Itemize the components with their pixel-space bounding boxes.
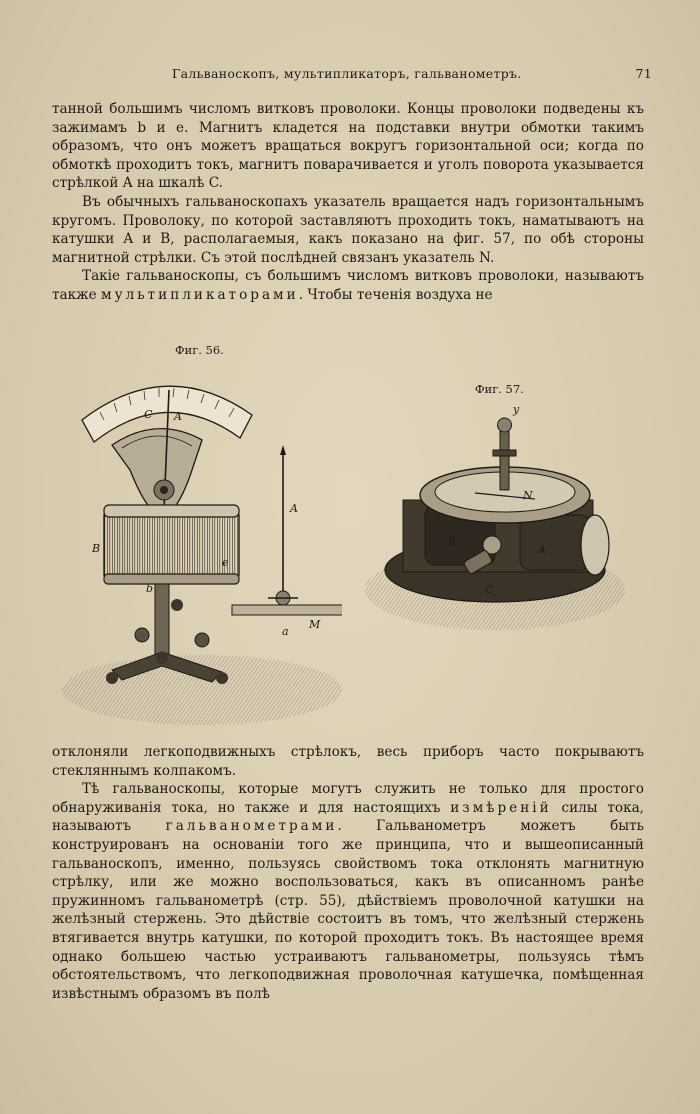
fig56-coil [104,510,239,580]
text-run: отклоняли легкоподвижныхъ стрѣлокъ, весь приборъ часто покрываютъ стекляннымъ колпакомъ. [52,744,644,779]
text-run: . Гальванометръ можетъ быть конструированъ на основаніи того же принципа, что и вышеописанный гальваноскопъ, именно, пользуясь свойствомъ тока отклонять магнитную стрѣлку, или же можно воспользоваться, какъ въ описанномъ ранѣе пружинномъ гальванометрѣ (стр. 55), дѣйствіемъ проволочной катушки на желѣзный стержень. Это дѣйствіе состоитъ въ томъ, что желѣзный стержень втягивается внутрь катушки, по которой проходитъ токъ. Въ настоящее время однако большею частью устраиваютъ гальванометры, пользуясь тѣмъ обстоятельствомъ, что легкоподвижная проволочная катушечка, помѣщенная извѣстнымъ образомъ въ полѣ [52,818,645,1002]
fig57-label-a: A [538,543,546,556]
text-run: Въ обычныхъ гальваноскопахъ указатель вращается надъ горизонтальнымъ кругомъ. Проволоку, по которой заставляютъ проходить токъ, наматываютъ на катушки A и B, располагаемыя, какъ показано на фиг. 57, по обѣ стороны магнитной стрѣлки. Съ этой послѣдней связанъ указатель N. [52,193,644,266]
figure-56-illustration [52,360,342,730]
fig57-coil-a [520,515,590,570]
text-run: силы тока, называютъ [52,799,644,835]
text-run: Такіе гальваноскопы, съ большимъ числомъ витковъ проволоки, называютъ также [52,268,644,303]
text-block-bottom [52,743,644,1003]
text-run: . Чтобы теченія воздуха не [298,286,493,303]
fig56-label-a: A [174,410,182,423]
figure-57-illustration [345,395,635,645]
fig56-label-b-small: b [146,582,154,595]
page-number: 71 [635,66,652,81]
text-run: Тѣ гальваноскопы, которые могутъ служить не только для простого обнаруживанія тока, но также и для настоящихъ [52,781,644,816]
fig56-label-alpha: a [282,625,289,638]
paragraph [52,100,644,193]
fig56-stem [155,584,169,659]
spaced-term: гальванометрами [165,818,338,835]
paragraph [52,780,644,1003]
running-head-title: Гальваноскопъ, мультипликаторъ, гальванометръ. [172,66,522,81]
fig56-label-b: B [92,542,101,555]
text-block-top [52,100,644,305]
fig56-label-c: C [144,408,153,421]
fig57-label-b: B [448,535,457,548]
spaced-term: измѣреній [450,799,552,816]
fig57-post [500,425,509,490]
text-run: танной большимъ числомъ витковъ проволоки. Концы проволоки подведены къ зажимамъ b и e. Магнитъ кладется на подставки внутри обмотки такимъ образомъ, что онъ можетъ вращаться вокругъ горизонтальной оси; когда по обмоткѣ проходитъ токъ, магнитъ поварачивается и уголъ поворота указывается стрѣлкой A на шкалѣ C. [52,101,644,192]
fig56-label-a-needle: A [290,502,298,515]
fig56-label-e: e [222,556,229,569]
fig57-label-n: N [523,489,533,502]
figure-57-caption: Фиг. 57. [475,382,524,396]
fig57-label-c: C [485,583,494,596]
running-head [52,66,652,86]
spaced-term: мультипликаторами [101,286,299,303]
fig56-label-m: M [309,618,321,631]
figure-56-caption: Фиг. 56. [175,343,224,357]
paragraph [52,267,644,304]
fig57-label-y: y [513,403,520,416]
fig56-magnet-bar [232,605,342,615]
paragraph [52,743,644,780]
paragraph [52,193,644,267]
